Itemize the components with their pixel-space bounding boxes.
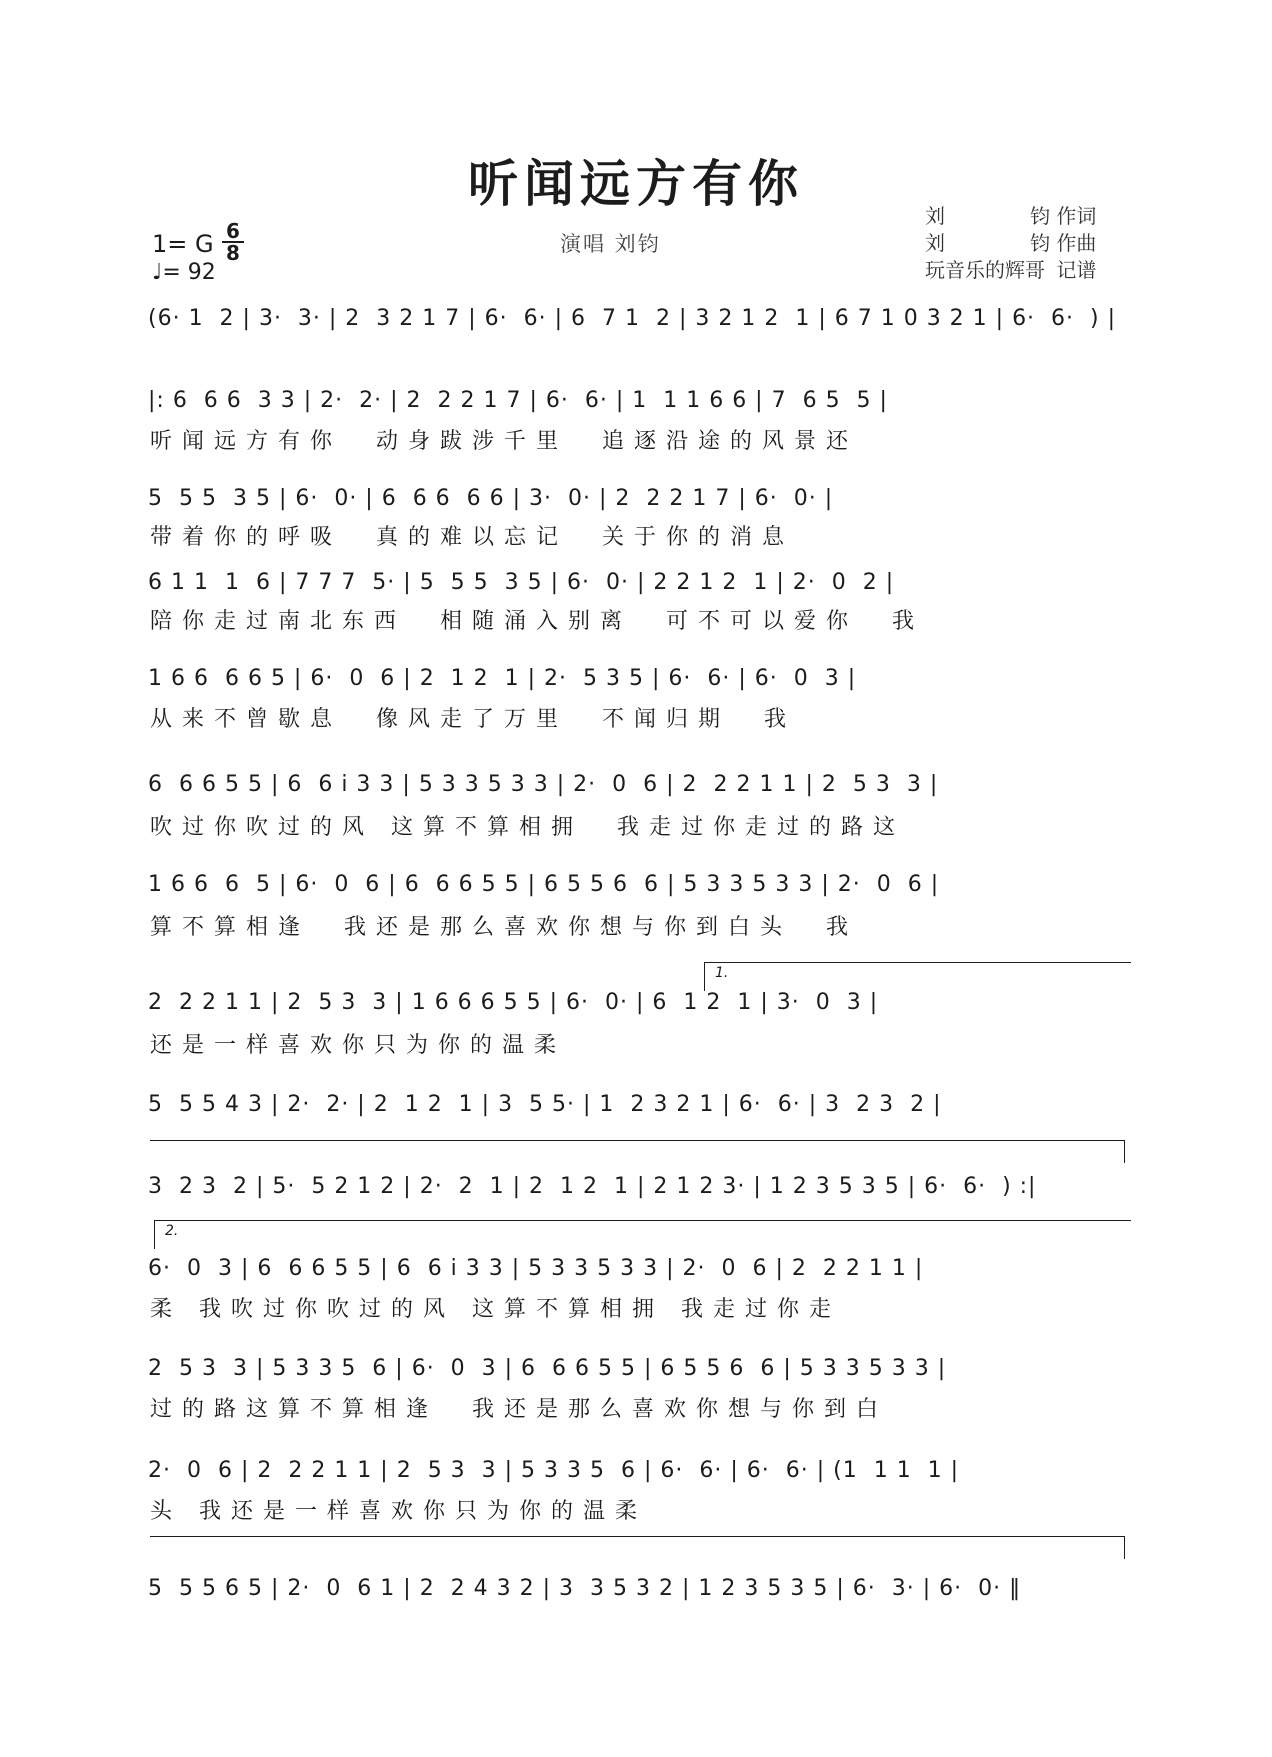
credit-name: 玩音乐的辉哥	[925, 258, 1045, 282]
score-line-10: 3 2 3 2 | 5· 5 2 1 2 | 2· 2 1 | 2 1 2 1 | 2 1 2 3· | 1 2 3 5 3 5 | 6· 6· ) :|	[148, 1174, 1037, 1199]
credit-role: 记谱	[1056, 258, 1097, 282]
score-line-8: 2 2 2 1 1 | 2 5 3 3 | 1 6 6 6 5 5 | 6· 0· | 6 1 2 1 | 3· 0 3 |	[148, 990, 879, 1015]
credit-name: 刘钧	[925, 204, 1050, 228]
volta-1-continuation	[150, 1140, 1125, 1163]
score-line-4: 6 1 1 1 6 | 7 7 7 5· | 5 5 5 3 5 | 6· 0· | 2 2 1 2 1 | 2· 0 2 |	[148, 570, 895, 595]
score-line-11: 6· 0 3 | 6 6 6 5 5 | 6 6 i 3 3 | 5 3 3 5 3 3 | 2· 0 6 | 2 2 2 1 1 |	[148, 1256, 924, 1281]
volta-2	[154, 1220, 1131, 1249]
score-line-9: 5 5 5 4 3 | 2· 2· | 2 1 2 1 | 3 5 5· | 1 2 3 2 1 | 6· 6· | 3 2 3 2 |	[148, 1092, 942, 1117]
time-signature-bottom: 8	[226, 241, 240, 265]
score-line-14: 5 5 5 6 5 | 2· 0 6 1 | 2 2 4 3 2 | 3 3 5 3 2 | 1 2 3 5 3 5 | 6· 3· | 6· 0· ‖	[148, 1576, 1022, 1601]
lyricist-credit	[925, 200, 1125, 229]
credit-name: 刘钧	[925, 231, 1050, 255]
lyrics-line-7: 算不算相逢 我还是那么喜欢你想与你到白头 我	[150, 915, 858, 940]
time-signature	[222, 219, 244, 265]
tempo-marking: ♩= 92	[152, 260, 216, 285]
credit-role: 作词	[1056, 204, 1097, 228]
credit-role: 作曲	[1056, 231, 1097, 255]
lyrics-line-4: 陪你走过南北东西 相随涌入别离 可不可以爱你 我	[150, 609, 924, 634]
score-line-12: 2 5 3 3 | 5 3 3 5 6 | 6· 0 3 | 6 6 6 5 5 | 6 5 5 6 6 | 5 3 3 5 3 3 |	[148, 1356, 947, 1381]
volta-1	[704, 962, 1131, 991]
time-signature-top: 6	[226, 219, 240, 243]
lyrics-line-13: 头 我还是一样喜欢你只为你的温柔	[150, 1499, 647, 1524]
coda-bracket	[150, 1536, 1125, 1559]
volta-1-label: 1.	[715, 965, 729, 981]
key-signature: 1= G	[152, 230, 214, 258]
song-title: 听闻远方有你	[468, 154, 804, 213]
lyrics-line-11: 柔 我吹过你吹过的风 这算不算相拥 我走过你走	[150, 1297, 841, 1322]
score-line-6: 6 6 6 5 5 | 6 6 i 3 3 | 5 3 3 5 3 3 | 2· 0 6 | 2 2 2 1 1 | 2 5 3 3 |	[148, 772, 939, 797]
score-line-5: 1 6 6 6 6 5 | 6· 0 6 | 2 1 2 1 | 2· 5 3 5 | 6· 6· | 6· 0 3 |	[148, 666, 857, 691]
lyrics-line-3: 带着你的呼吸 真的难以忘记 关于你的消息	[150, 525, 794, 550]
score-line-3: 5 5 5 3 5 | 6· 0· | 6 6 6 6 6 | 3· 0· | 2 2 2 1 7 | 6· 0· |	[148, 486, 834, 511]
composer-credit	[925, 227, 1125, 256]
score-line-7: 1 6 6 6 5 | 6· 0 6 | 6 6 6 5 5 | 6 5 5 6 6 | 5 3 3 5 3 3 | 2· 0 6 |	[148, 872, 940, 897]
lyrics-line-6: 吹过你吹过的风 这算不算相拥 我走过你走过的路这	[150, 815, 905, 840]
lyrics-line-8: 还是一样喜欢你只为你的温柔	[150, 1033, 567, 1058]
transcriber-credit	[925, 254, 1125, 283]
lyrics-line-5: 从来不曾歇息 像风走了万里 不闻归期 我	[150, 707, 796, 732]
lyrics-line-2: 听闻远方有你 动身跋涉千里 追逐沿途的风景还	[150, 429, 858, 454]
volta-2-label: 2.	[165, 1223, 179, 1239]
score-line-2: |: 6 6 6 3 3 | 2· 2· | 2 2 2 1 7 | 6· 6· | 1 1 1 6 6 | 7 6 5 5 |	[148, 388, 888, 413]
score-line-13: 2· 0 6 | 2 2 2 1 1 | 2 5 3 3 | 5 3 3 5 6 | 6· 6· | 6· 6· | (1 1 1 1 |	[148, 1458, 960, 1483]
lyrics-line-12: 过的路这算不算相逢 我还是那么喜欢你想与你到白	[150, 1397, 888, 1422]
score-line-1: (6· 1 2 | 3· 3· | 2 3 2 1 7 | 6· 6· | 6 7 1 2 | 3 2 1 2 1 | 6 7 1 0 3 2 1 | 6· 6· ) |	[148, 306, 1117, 331]
singer-credit: 演唱 刘钧	[560, 232, 661, 256]
